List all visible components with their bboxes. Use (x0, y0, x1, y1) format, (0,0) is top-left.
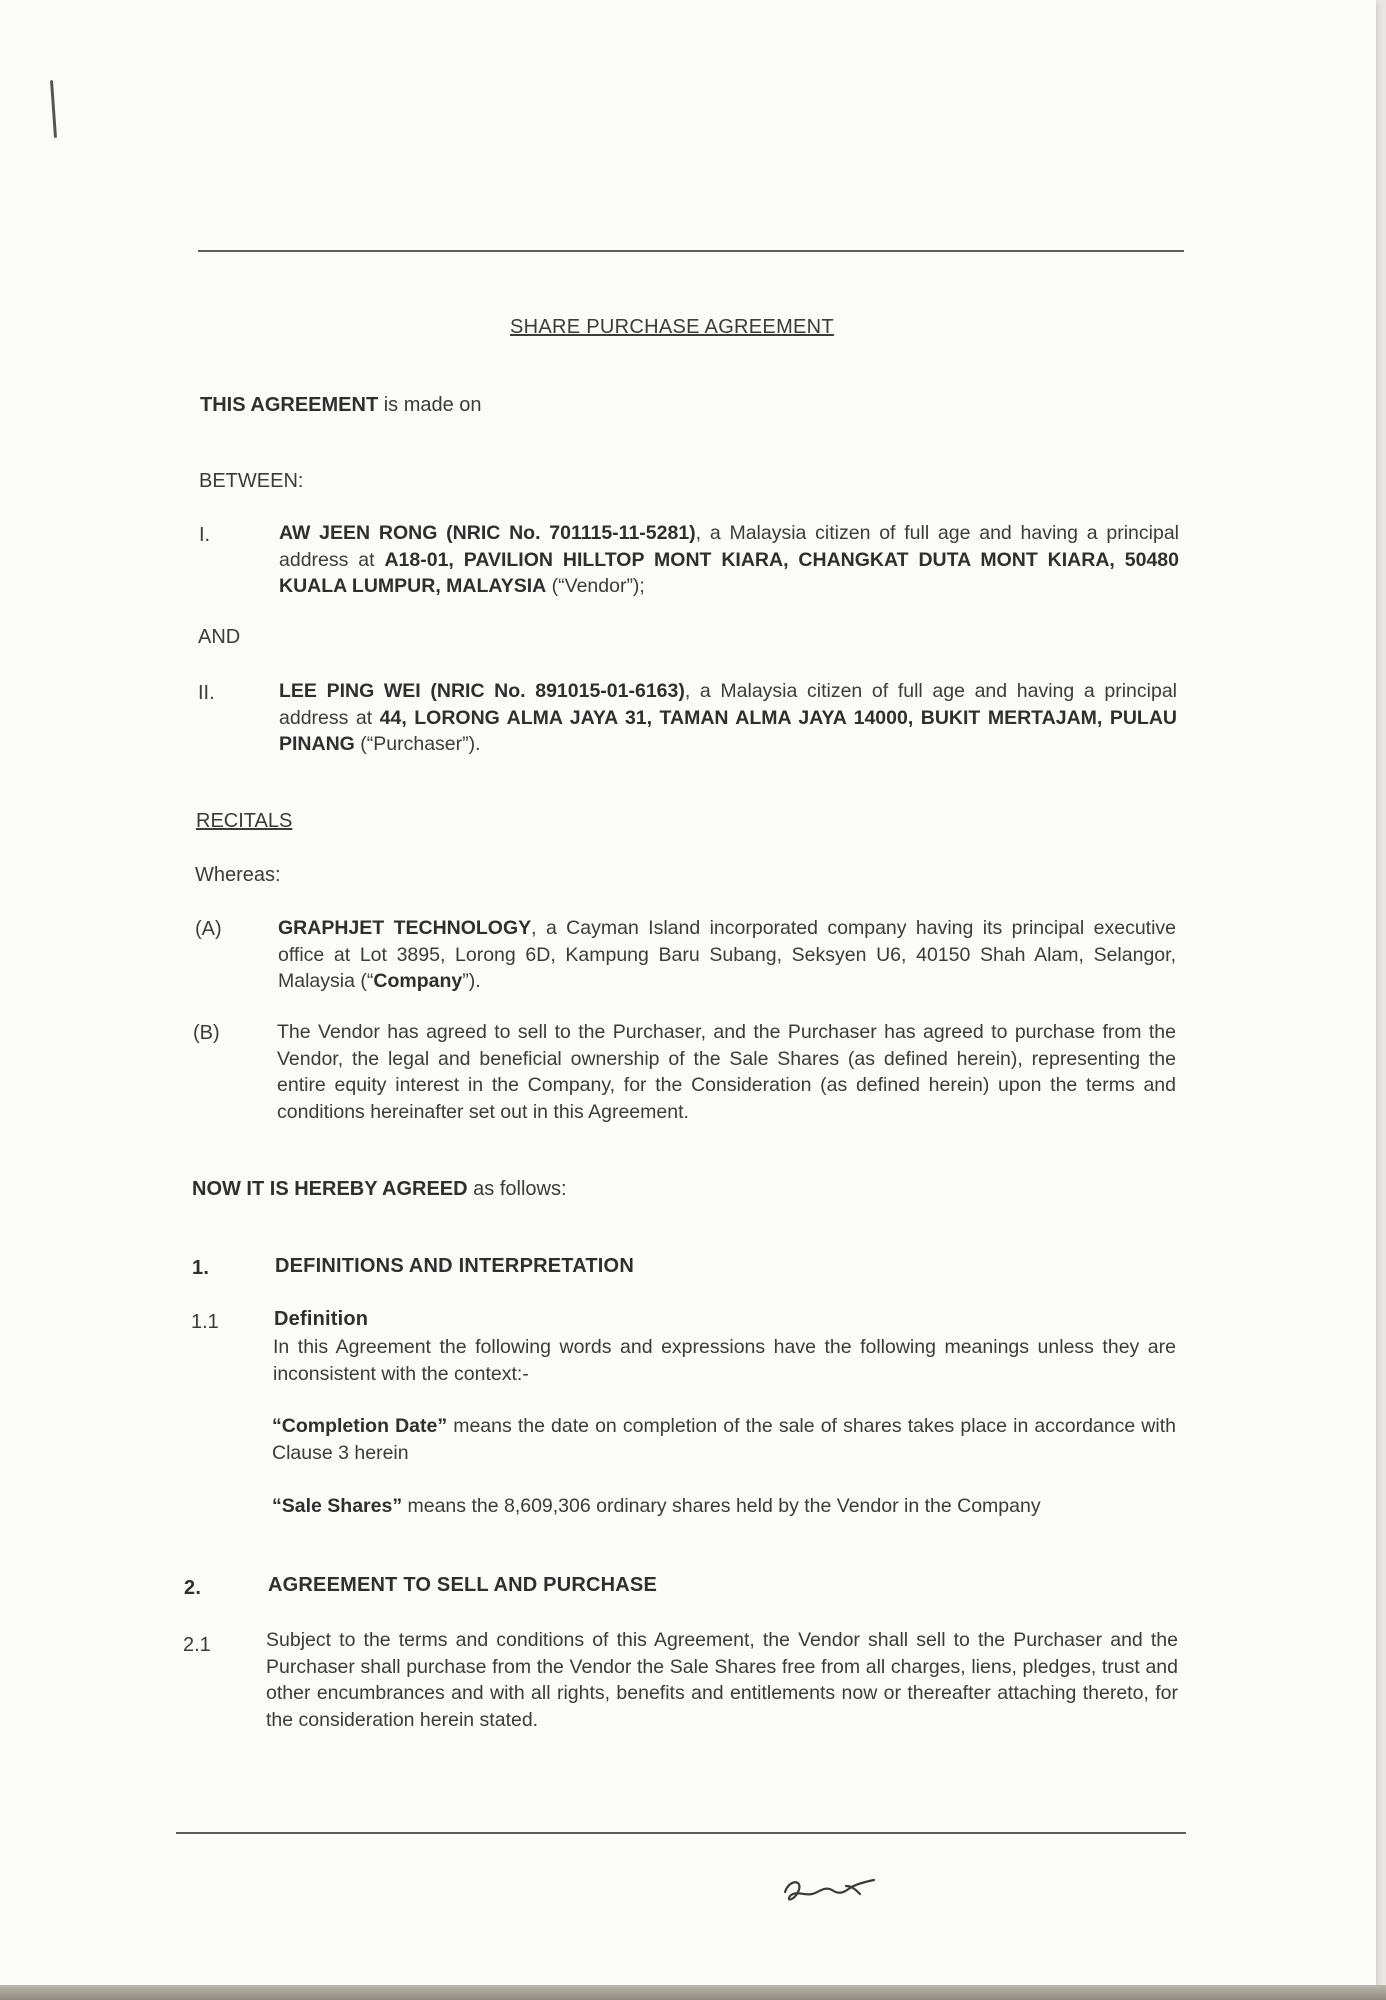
party-2-text (279, 678, 1177, 758)
recital-a-number: (A) (195, 918, 222, 940)
party-2-mid: , a Malaysia citizen of full age and having a principal address at (279, 680, 1177, 729)
party-1-mid: , a Malaysia citizen of full age and having a principal address at (279, 522, 1179, 571)
footer-rule (176, 1832, 1186, 1834)
recital-a-text (278, 915, 1176, 995)
party-1-name: AW JEEN RONG (NRIC No. 701115-11-5281) (279, 522, 696, 544)
section-2-number: 2. (184, 1577, 202, 1599)
agreed-line (192, 1176, 567, 1203)
recital-a-end: ”). (462, 970, 481, 992)
recital-a-company: Company (373, 970, 463, 992)
desk-surface (0, 1985, 1386, 2000)
section-1-number: 1. (192, 1257, 210, 1279)
definition-sale-shares-term: “Sale Shares” (272, 1495, 403, 1517)
clause-1-1-number: 1.1 (191, 1311, 219, 1333)
party-2-role: (“Purchaser”). (354, 733, 481, 755)
clause-1-1-heading: Definition (274, 1308, 369, 1330)
recital-a-bold: GRAPHJET TECHNOLOGY (278, 917, 532, 939)
party-1-number: I. (199, 524, 211, 546)
recitals-heading: RECITALS (196, 810, 293, 832)
party-1-address: A18-01, PAVILION HILLTOP MONT KIARA, CHANGKAT DUTA MONT KIARA, 50480 KUALA LUMPUR, MALAYSIA (279, 548, 1179, 597)
clause-2-1-number: 2.1 (183, 1634, 211, 1656)
initials-signature (780, 1872, 880, 1912)
definition-completion-date-term: “Completion Date” (272, 1415, 448, 1437)
between-label: BETWEEN: (199, 470, 304, 492)
definition-completion-date (272, 1413, 1176, 1466)
header-rule (198, 250, 1184, 252)
party-2-number: II. (198, 682, 215, 704)
intro-bold: THIS AGREEMENT (200, 394, 379, 416)
agreed-bold: NOW IT IS HEREBY AGREED (192, 1178, 468, 1200)
section-2-heading: AGREEMENT TO SELL AND PURCHASE (268, 1574, 657, 1596)
agreed-rest: as follows: (467, 1178, 567, 1200)
clause-2-1-text: Subject to the terms and conditions of this Agreement, the Vendor shall sell to the Purchaser and the Purchaser shall purchase from the Vendor the Sale Shares free from all charges, liens, pledges, trust and other encumbrances and with all rights, benefits and entitlements now or thereafter attaching thereto, for the consideration herein stated. (266, 1629, 1178, 1731)
and-label: AND (198, 626, 241, 648)
recital-b-text: The Vendor has agreed to sell to the Purchaser, and the Purchaser has agreed to purchase from the Vendor, the legal and beneficial ownership of the Sale Shares (as defined herein), representing the entire equity interest in the Company, for the Consideration (as defined herein) upon the terms and conditions hereinafter set out in this Agreement. (277, 1021, 1176, 1123)
definition-sale-shares-text: means the 8,609,306 ordinary shares held by the Vendor in the Company (402, 1495, 1041, 1517)
party-1-role: (“Vendor”); (546, 575, 645, 597)
pen-mark (50, 80, 57, 138)
clause-1-1-text: In this Agreement the following words and expressions have the following meanings unless they are inconsistent with the context:- (273, 1336, 1176, 1385)
section-1-heading: DEFINITIONS AND INTERPRETATION (275, 1255, 634, 1277)
whereas-label: Whereas: (195, 864, 281, 886)
recital-a-body: , a Cayman Island incorporated company having its principal executive office at Lot 3895, Lorong 6D, Kampung Baru Subang, Seksyen U6, 40150 Shah Alam, Selangor, Malaysia (“ (278, 917, 1177, 992)
party-2-address: 44, LORONG ALMA JAYA 31, TAMAN ALMA JAYA 14000, BUKIT MERTAJAM, PULAU PINANG (279, 706, 1177, 755)
definition-sale-shares (272, 1493, 1176, 1520)
definition-completion-date-text: means the date on completion of the sale of shares takes place in accordance with Clause 3 herein (272, 1415, 1176, 1464)
document-title: SHARE PURCHASE AGREEMENT (510, 316, 834, 338)
party-1-text (279, 520, 1179, 600)
party-2-name: LEE PING WEI (NRIC No. 891015-01-6163) (279, 680, 685, 702)
intro-rest: is made on (378, 394, 482, 416)
intro-line (200, 392, 482, 419)
recital-b-number: (B) (193, 1022, 220, 1044)
